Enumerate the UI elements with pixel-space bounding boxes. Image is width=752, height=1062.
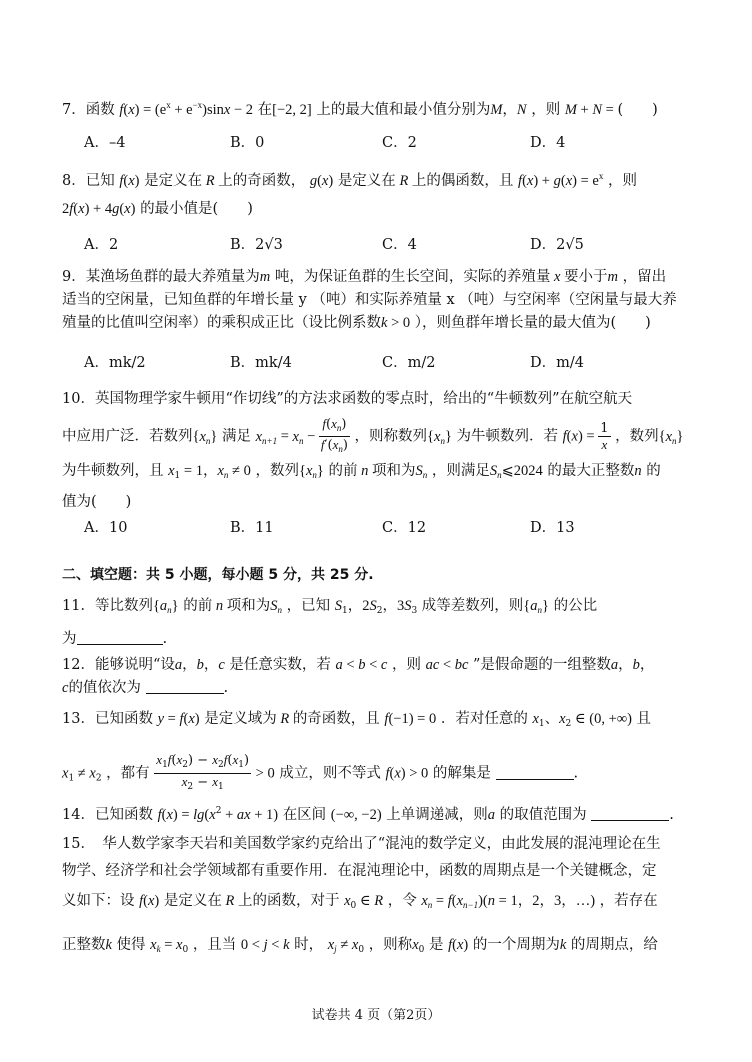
q8-option-d[interactable]: D．2√5: [530, 237, 584, 253]
q10-stem-line4: 值为( ): [62, 494, 132, 510]
q13-fraction: $\frac{x_1f(x_2) - x_2f(x_1)}{x_2 - x_1}$: [156, 752, 250, 792]
q8-stem-line2: 2f(x) + 4g(x) 的最小值是( ): [62, 201, 253, 217]
q7-option-c[interactable]: C．2: [382, 135, 417, 151]
q14-stem: 14．已知函数 $f(x) = \lg(x^2$ + ax + 1) 在区间 (−∞, −2) 上单调递减，则a 的取值范围为 .: [62, 806, 674, 823]
q10-option-c[interactable]: C．12: [382, 520, 427, 536]
q15-stem-line3: 义如下：设 f(x) 是定义在 R 上的函数，对于 $x_0$ ∈ R ，令 $x_n = f(x_{n-1})(n = 1$，2，3，…) ，若存在: [62, 893, 658, 911]
q11-answer-blank[interactable]: [77, 630, 163, 645]
q9-stem-line3: 殖量的比值叫空闲率）的乘积成正比（设比例系数k > 0 ），则鱼群年增长量的最大值为( ): [62, 315, 651, 331]
q7-stem: 7．函数 $f(x) = (e^x + e^{-x})\sin x - 2$ 在[−2, 2] 上的最大值和最小值分别为M，N ，则 M + N = ( ): [62, 100, 658, 118]
q11-stem-line2: 为 .: [62, 631, 168, 647]
q9-option-b[interactable]: B．mk/4: [230, 355, 292, 371]
q9-stem-line1: 9．某渔场鱼群的最大养殖量为m 吨，为保证鱼群的生长空间，实际的养殖量 x 要小于m ，留出: [62, 269, 667, 285]
q8-option-b[interactable]: B．2√3: [230, 237, 283, 253]
q9-options: [84, 352, 704, 374]
q12-stem-line2: c的值依次为 .: [62, 680, 229, 696]
q12-answer-blank[interactable]: [146, 679, 224, 694]
q7-option-d[interactable]: D．4: [530, 135, 566, 151]
q10-option-b[interactable]: B．11: [230, 520, 274, 536]
q9-option-d[interactable]: D．m/4: [530, 355, 584, 371]
q9-stem-line2: 适当的空闲量，已知鱼群的年增长量 y （吨）和实际养殖量 x （吨）与空闲率（空闲量与最大养: [62, 292, 677, 308]
q8-option-a[interactable]: A．2: [84, 237, 119, 253]
q11-stem-line1: 11．等比数列$\{a_n\}$ 的前 n 项和为$S_n$ ，已知 $S_1$，$2S_2$，$3S_3$ 成等差数列，则$\{a_n\}$ 的公比: [62, 598, 598, 616]
page-footer: 试卷共 4 页（第2页）: [311, 1008, 441, 1023]
q8-stem-line1: 8．已知 f(x) 是定义在 R 上的奇函数， g(x) 是定义在 R 上的偶函数，且 $f(x) + g(x) = e^x$ ，则: [62, 171, 637, 189]
q7-option-a[interactable]: A．–4: [84, 135, 126, 151]
q10-option-a[interactable]: A．10: [84, 520, 128, 536]
q15-stem-line4: 正整数k 使得 $x_k = x_0$ ，且当 0 < j < k 时， $x_j \ne x_0$ ，则称$x_0$ 是 f(x) 的一个周期为k 的周期点，给: [62, 937, 658, 955]
q10-option-d[interactable]: D．13: [530, 520, 575, 536]
section-fill-in-heading: 二、填空题：共 5 小题，每小题 5 分，共 25 分.: [62, 567, 374, 583]
q9-option-c[interactable]: C．m/2: [382, 355, 436, 371]
q7-option-b[interactable]: B．0: [230, 135, 265, 151]
q7-options: [84, 132, 704, 154]
q13-stem-line1: 13．已知函数 y = f(x) 是定义域为 R 的奇函数，且 f(−1) = 0 ．若对任意的 $x_1$、$x_2$ ∈ (0, +∞) 且: [62, 711, 652, 729]
q10-stem-line3: 为牛顿数列，且 $x_1 = 1$，$x_n \ne 0$ ，数列$\{x_n\}$ 的前 n 项和为$S_n$ ，则满足$S_n⩽2024$ 的最大正整数n 的: [62, 463, 661, 481]
q12-stem-line1: 12．能够说明“设a，b，c 是任意实数，若 a < b < c ，则 ac < bc ”是假命题的一组整数a，b，: [62, 657, 655, 673]
q8-option-c[interactable]: C．4: [382, 237, 417, 253]
q13-stem-line2: $x_1 \ne x_2$ ，都有 $\frac{x_1f(x_2) - x_2f(x_1)}{x_2 - x_1}$ > 0 成立，则不等式 f(x) > 0 的解集是 .: [62, 752, 700, 795]
q14-answer-blank[interactable]: [591, 806, 669, 821]
q15-stem-line1: 15． 华人数学家李天岩和美国数学家约克给出了“混沌的数学定义，由此发展的混沌理论在生: [62, 836, 661, 852]
q10-options: [84, 517, 704, 539]
q8-options: [84, 234, 704, 256]
q9-option-a[interactable]: A．mk/2: [84, 355, 146, 371]
q15-stem-line2: 物学、经济学和社会学领域都有重要作用．在混沌理论中，函数的周期点是一个关键概念，定: [62, 863, 657, 879]
q13-answer-blank[interactable]: [496, 765, 574, 780]
q10-stem-line2: 中应用广泛．若数列$\{x_n\}$ 满足 $x_{n+1} = x_n$ − $\frac{f(x_n)}{f'(x_n)}$ ，则称数列$\{x_n\}$ 为牛顿数列．若 f(x) = $\frac{1}{x}$ ，数列$\{x_n\}$: [62, 416, 700, 457]
q10-stem-line1: 10．英国物理学家牛顿用“作切线”的方法求函数的零点时，给出的“牛顿数列”在航空航天: [62, 391, 633, 407]
newton-fraction: $\frac{f(x_n)}{f'(x_n)}$: [320, 416, 348, 454]
